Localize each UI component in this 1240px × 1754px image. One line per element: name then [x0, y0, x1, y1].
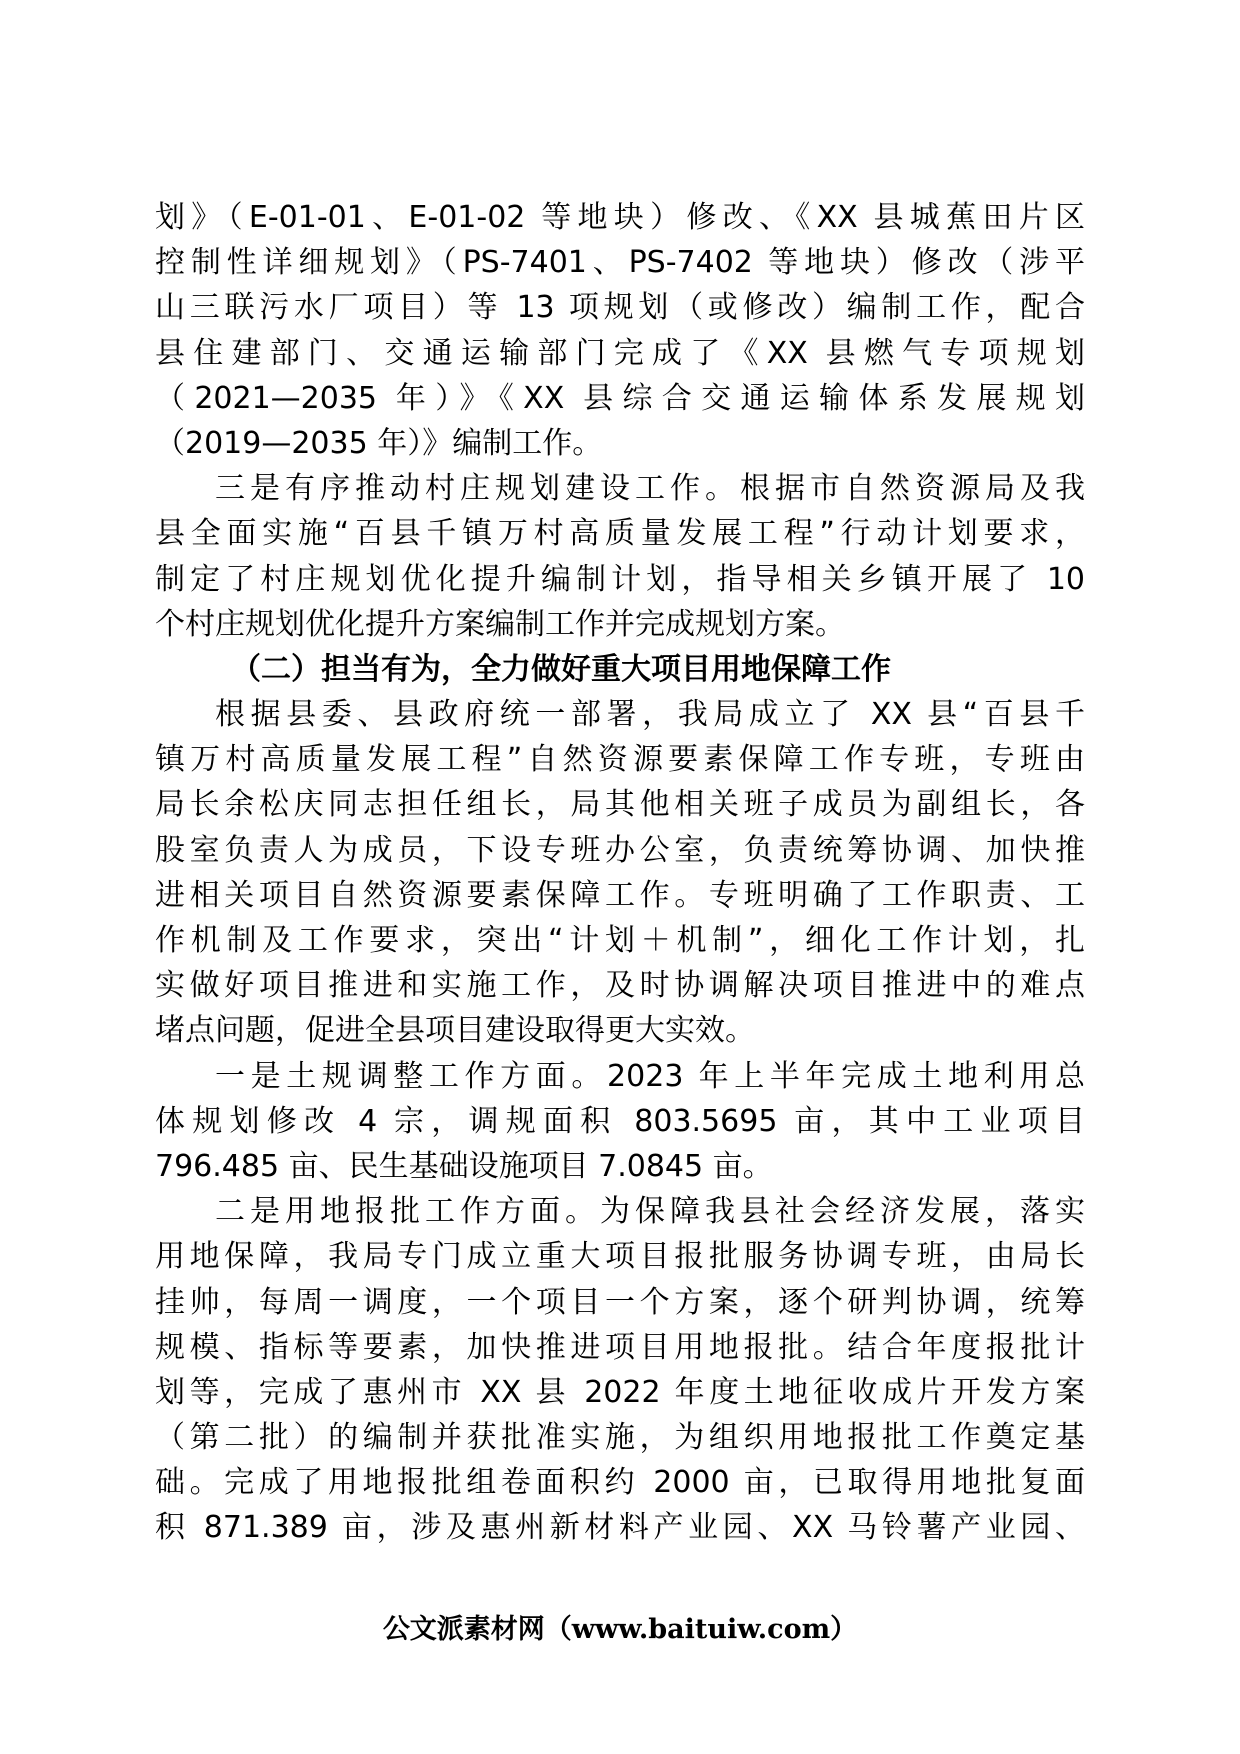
text-line: 控制性详细规划》（PS-7401、PS-7402 等地块）修改（涉平	[155, 245, 1085, 281]
text-line: 规模、指标等要素，加快推进项目用地报批。结合年度报批计	[155, 1329, 1085, 1365]
text-line: 三是有序推动村庄规划建设工作。根据市自然资源局及我	[215, 471, 1085, 507]
section-heading: （二）担当有为，全力做好重大项目用地保障工作	[231, 651, 891, 687]
text-line: 划》（E-01-01、E-01-02 等地块）修改、《XX 县城蕉田片区	[155, 200, 1085, 235]
text-line: 股室负责人为成员，下设专班办公室，负责统筹协调、加快推	[155, 832, 1085, 868]
text-line: 局长余松庆同志担任组长，局其他相关班子成员为副组长，各	[155, 787, 1085, 823]
text-line: 积 871.389 亩，涉及惠州新材料产业园、XX 马铃薯产业园、	[155, 1510, 1085, 1546]
text-line: 县住建部门、交通运输部门完成了《XX 县燃气专项规划	[155, 335, 1085, 371]
text-line: 二是用地报批工作方面。为保障我县社会经济发展，落实	[215, 1194, 1085, 1230]
text-line: 挂帅，每周一调度，一个项目一个方案，逐个研判协调，统筹	[155, 1284, 1085, 1320]
text-line: 划等，完成了惠州市 XX 县 2022 年度土地征收成片开发方案	[155, 1374, 1085, 1410]
text-line: 个村庄规划优化提升方案编制工作并完成规划方案。	[155, 606, 845, 642]
text-line: 用地保障，我局专门成立重大项目报批服务协调专班，由局长	[155, 1239, 1085, 1275]
text-line: （2021—2035 年）》《XX 县综合交通运输体系发展规划	[155, 380, 1085, 416]
text-line: 制定了村庄规划优化提升编制计划，指导相关乡镇开展了 10	[155, 561, 1085, 597]
text-line: 进相关项目自然资源要素保障工作。专班明确了工作职责、工	[155, 877, 1085, 913]
text-line: 一是土规调整工作方面。2023 年上半年完成土地利用总	[215, 1058, 1085, 1094]
footer-watermark: 公文派素材网（www.baituiw.com）	[382, 1614, 858, 1645]
document-body	[155, 195, 1085, 1551]
text-line: 作机制及工作要求，突出“计划＋机制”，细化工作计划，扎	[155, 923, 1085, 958]
text-line: 础。完成了用地报批组卷面积约 2000 亩，已取得用地批复面	[155, 1465, 1085, 1501]
text-line: 根据县委、县政府统一部署，我局成立了 XX 县“百县千	[215, 697, 1085, 733]
text-line: 实做好项目推进和实施工作，及时协调解决项目推进中的难点	[155, 968, 1085, 1004]
text-line: 体规划修改 4 宗，调规面积 803.5695 亩，其中工业项目	[155, 1103, 1085, 1139]
text-line: （第二批）的编制并获批准实施，为组织用地报批工作奠定基	[155, 1420, 1085, 1456]
text-line: 镇万村高质量发展工程”自然资源要素保障工作专班，专班由	[155, 742, 1085, 778]
text-line: 堵点问题，促进全县项目建设取得更大实效。	[155, 1013, 755, 1049]
text-line: 796.485 亩、民生基础设施项目 7.0845 亩。	[155, 1148, 773, 1184]
text-line: （2019—2035 年）》编制工作。	[155, 425, 603, 461]
text-line: 县全面实施“百县千镇万村高质量发展工程”行动计划要求，	[155, 516, 1085, 552]
text-line: 山三联污水厂项目）等 13 项规划（或修改）编制工作，配合	[155, 290, 1085, 326]
